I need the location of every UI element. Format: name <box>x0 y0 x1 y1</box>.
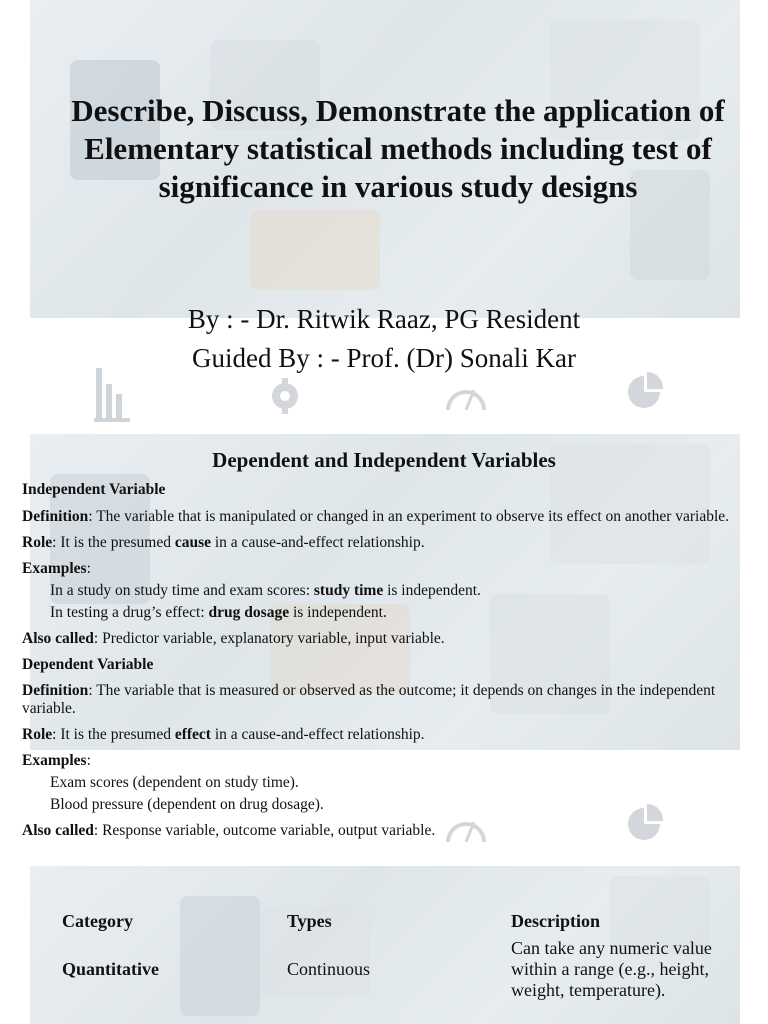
independent-example-1: In a study on study time and exam scores: study time is independent. <box>50 582 481 599</box>
dependent-definition: Definition: The variable that is measured or observed as the outcome; it depends on changes in the independent variable. <box>22 682 716 717</box>
dependent-examples-label: Examples: <box>22 752 91 769</box>
table-row <box>56 935 737 1004</box>
dependent-example-2: Blood pressure (dependent on drug dosage). <box>50 796 324 813</box>
dependent-heading: Dependent Variable <box>22 656 154 673</box>
independent-examples-label: Examples: <box>22 560 91 577</box>
dependent-also-called: Also called: Response variable, outcome variable, output variable. <box>22 822 436 839</box>
independent-also-called: Also called: Predictor variable, explanatory variable, input variable. <box>22 630 445 647</box>
variable-category-table <box>56 908 737 1004</box>
independent-example-2: In testing a drug’s effect: drug dosage is independent. <box>50 604 387 621</box>
column-header-description: Description <box>511 911 600 931</box>
bar-chart-icon <box>94 364 130 422</box>
guide-line: Guided By : - Prof. (Dr) Sonali Kar <box>192 343 576 373</box>
column-header-category: Category <box>62 911 133 931</box>
independent-role: Role: It is the presumed cause in a cause-and-effect relationship. <box>22 534 425 551</box>
decorative-hand-shape <box>250 210 380 290</box>
independent-heading: Independent Variable <box>22 481 166 498</box>
row-category: Quantitative <box>62 959 159 979</box>
pie-chart-icon <box>626 362 664 426</box>
page-title: Describe, Discuss, Demonstrate the application of Elementary statistical methods including test of significance in various study designs <box>71 93 725 204</box>
author-line: By : - Dr. Ritwik Raaz, PG Resident <box>187 304 581 334</box>
dependent-example-1: Exam scores (dependent on study time). <box>50 774 299 791</box>
independent-variable-section <box>22 481 746 840</box>
column-header-types: Types <box>287 911 332 931</box>
row-description: Can take any numeric value within a range (e.g., height, weight, temperature). <box>511 938 712 1000</box>
dependent-role: Role: It is the presumed effect in a cause-and-effect relationship. <box>22 726 425 743</box>
section-title: Dependent and Independent Variables <box>212 448 556 472</box>
gauge-icon <box>444 372 488 414</box>
table-header-row <box>56 908 737 935</box>
row-type: Continuous <box>287 959 371 979</box>
gear-icon <box>268 372 302 418</box>
independent-definition: Definition: The variable that is manipulated or changed in an experiment to observe its effect on another variable. <box>22 508 730 525</box>
